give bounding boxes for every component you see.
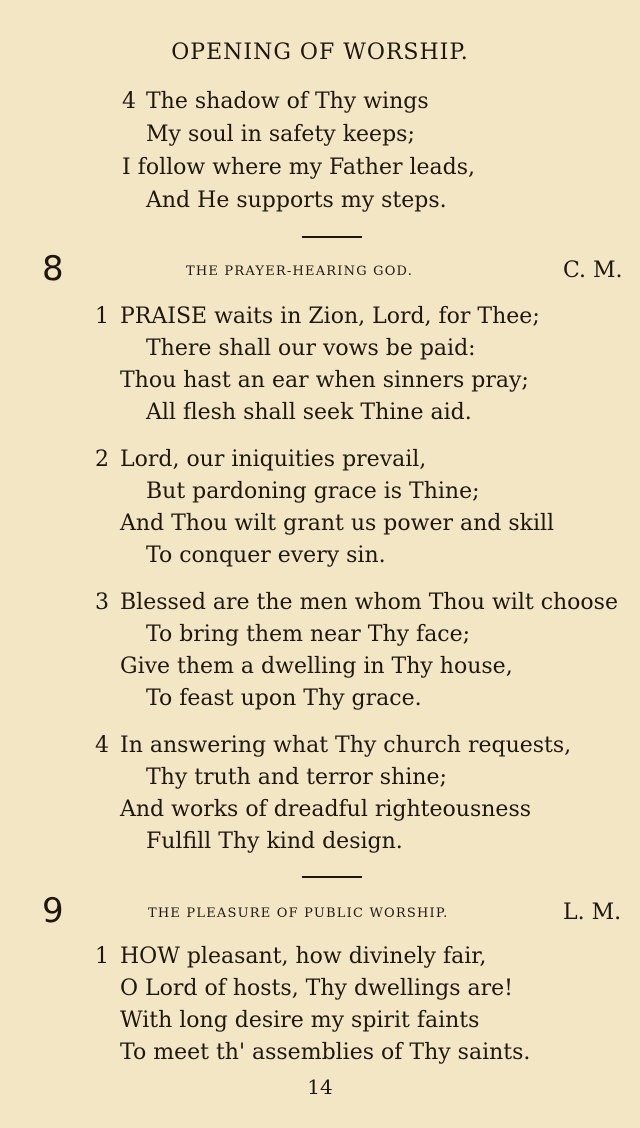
hymn-title: THE PLEASURE OF PUBLIC WORSHIP. [148,906,449,921]
stanza-number: 4 [95,733,109,758]
page-number: 14 [307,1075,333,1099]
verse-line: The shadow of Thy wings [146,89,429,114]
hymn-meter: C. M. [563,258,623,283]
hymn-title: THE PRAYER-HEARING GOD. [186,264,414,279]
verse-line: Lord, our iniquities prevail, [120,447,427,472]
verse-line: In answering what Thy church requests, [120,733,572,758]
hymn-meter: L. M. [563,900,622,925]
stanza-number: 2 [95,447,109,472]
verse-line: And works of dreadful righteousness [120,797,532,822]
verse-line: There shall our vows be paid: [146,336,476,361]
verse-line: O Lord of hosts, Thy dwellings are! [120,976,514,1001]
verse-line: PRAISE waits in Zion, Lord, for Thee; [120,304,540,329]
verse-line: To conquer every sin. [146,543,386,568]
hymn-number: 9 [42,891,64,931]
verse-line: And Thou wilt grant us power and skill [120,511,555,536]
stanza-number: 3 [95,590,109,615]
verse-line: And He supports my steps. [146,188,447,213]
running-head: OPENING OF WORSHIP. [171,40,469,65]
stanza-number: 1 [95,304,109,329]
verse-line: HOW pleasant, how divinely fair, [120,944,487,969]
stanza-number: 4 [122,89,136,114]
divider-rule [302,876,362,878]
verse-line: Fulfill Thy kind design. [146,829,403,854]
verse-line: Thy truth and terror shine; [146,765,447,790]
verse-line: I follow where my Father leads, [122,155,476,180]
verse-line: To bring them near Thy face; [146,622,471,647]
verse-line: Thou hast an ear when sinners pray; [120,368,529,393]
verse-line: All flesh shall seek Thine aid. [146,400,472,425]
verse-line: Give them a dwelling in Thy house, [120,654,513,679]
verse-line: Blessed are the men whom Thou wilt choose [120,590,618,615]
verse-line: My soul in safety keeps; [146,122,415,147]
hymn-number: 8 [42,249,64,289]
verse-line: To meet th' assemblies of Thy saints. [120,1040,531,1065]
divider-rule [302,236,362,238]
verse-line: With long desire my spirit faints [120,1008,480,1033]
stanza-number: 1 [95,944,109,969]
verse-line: To feast upon Thy grace. [146,686,422,711]
verse-line: But pardoning grace is Thine; [146,479,480,504]
